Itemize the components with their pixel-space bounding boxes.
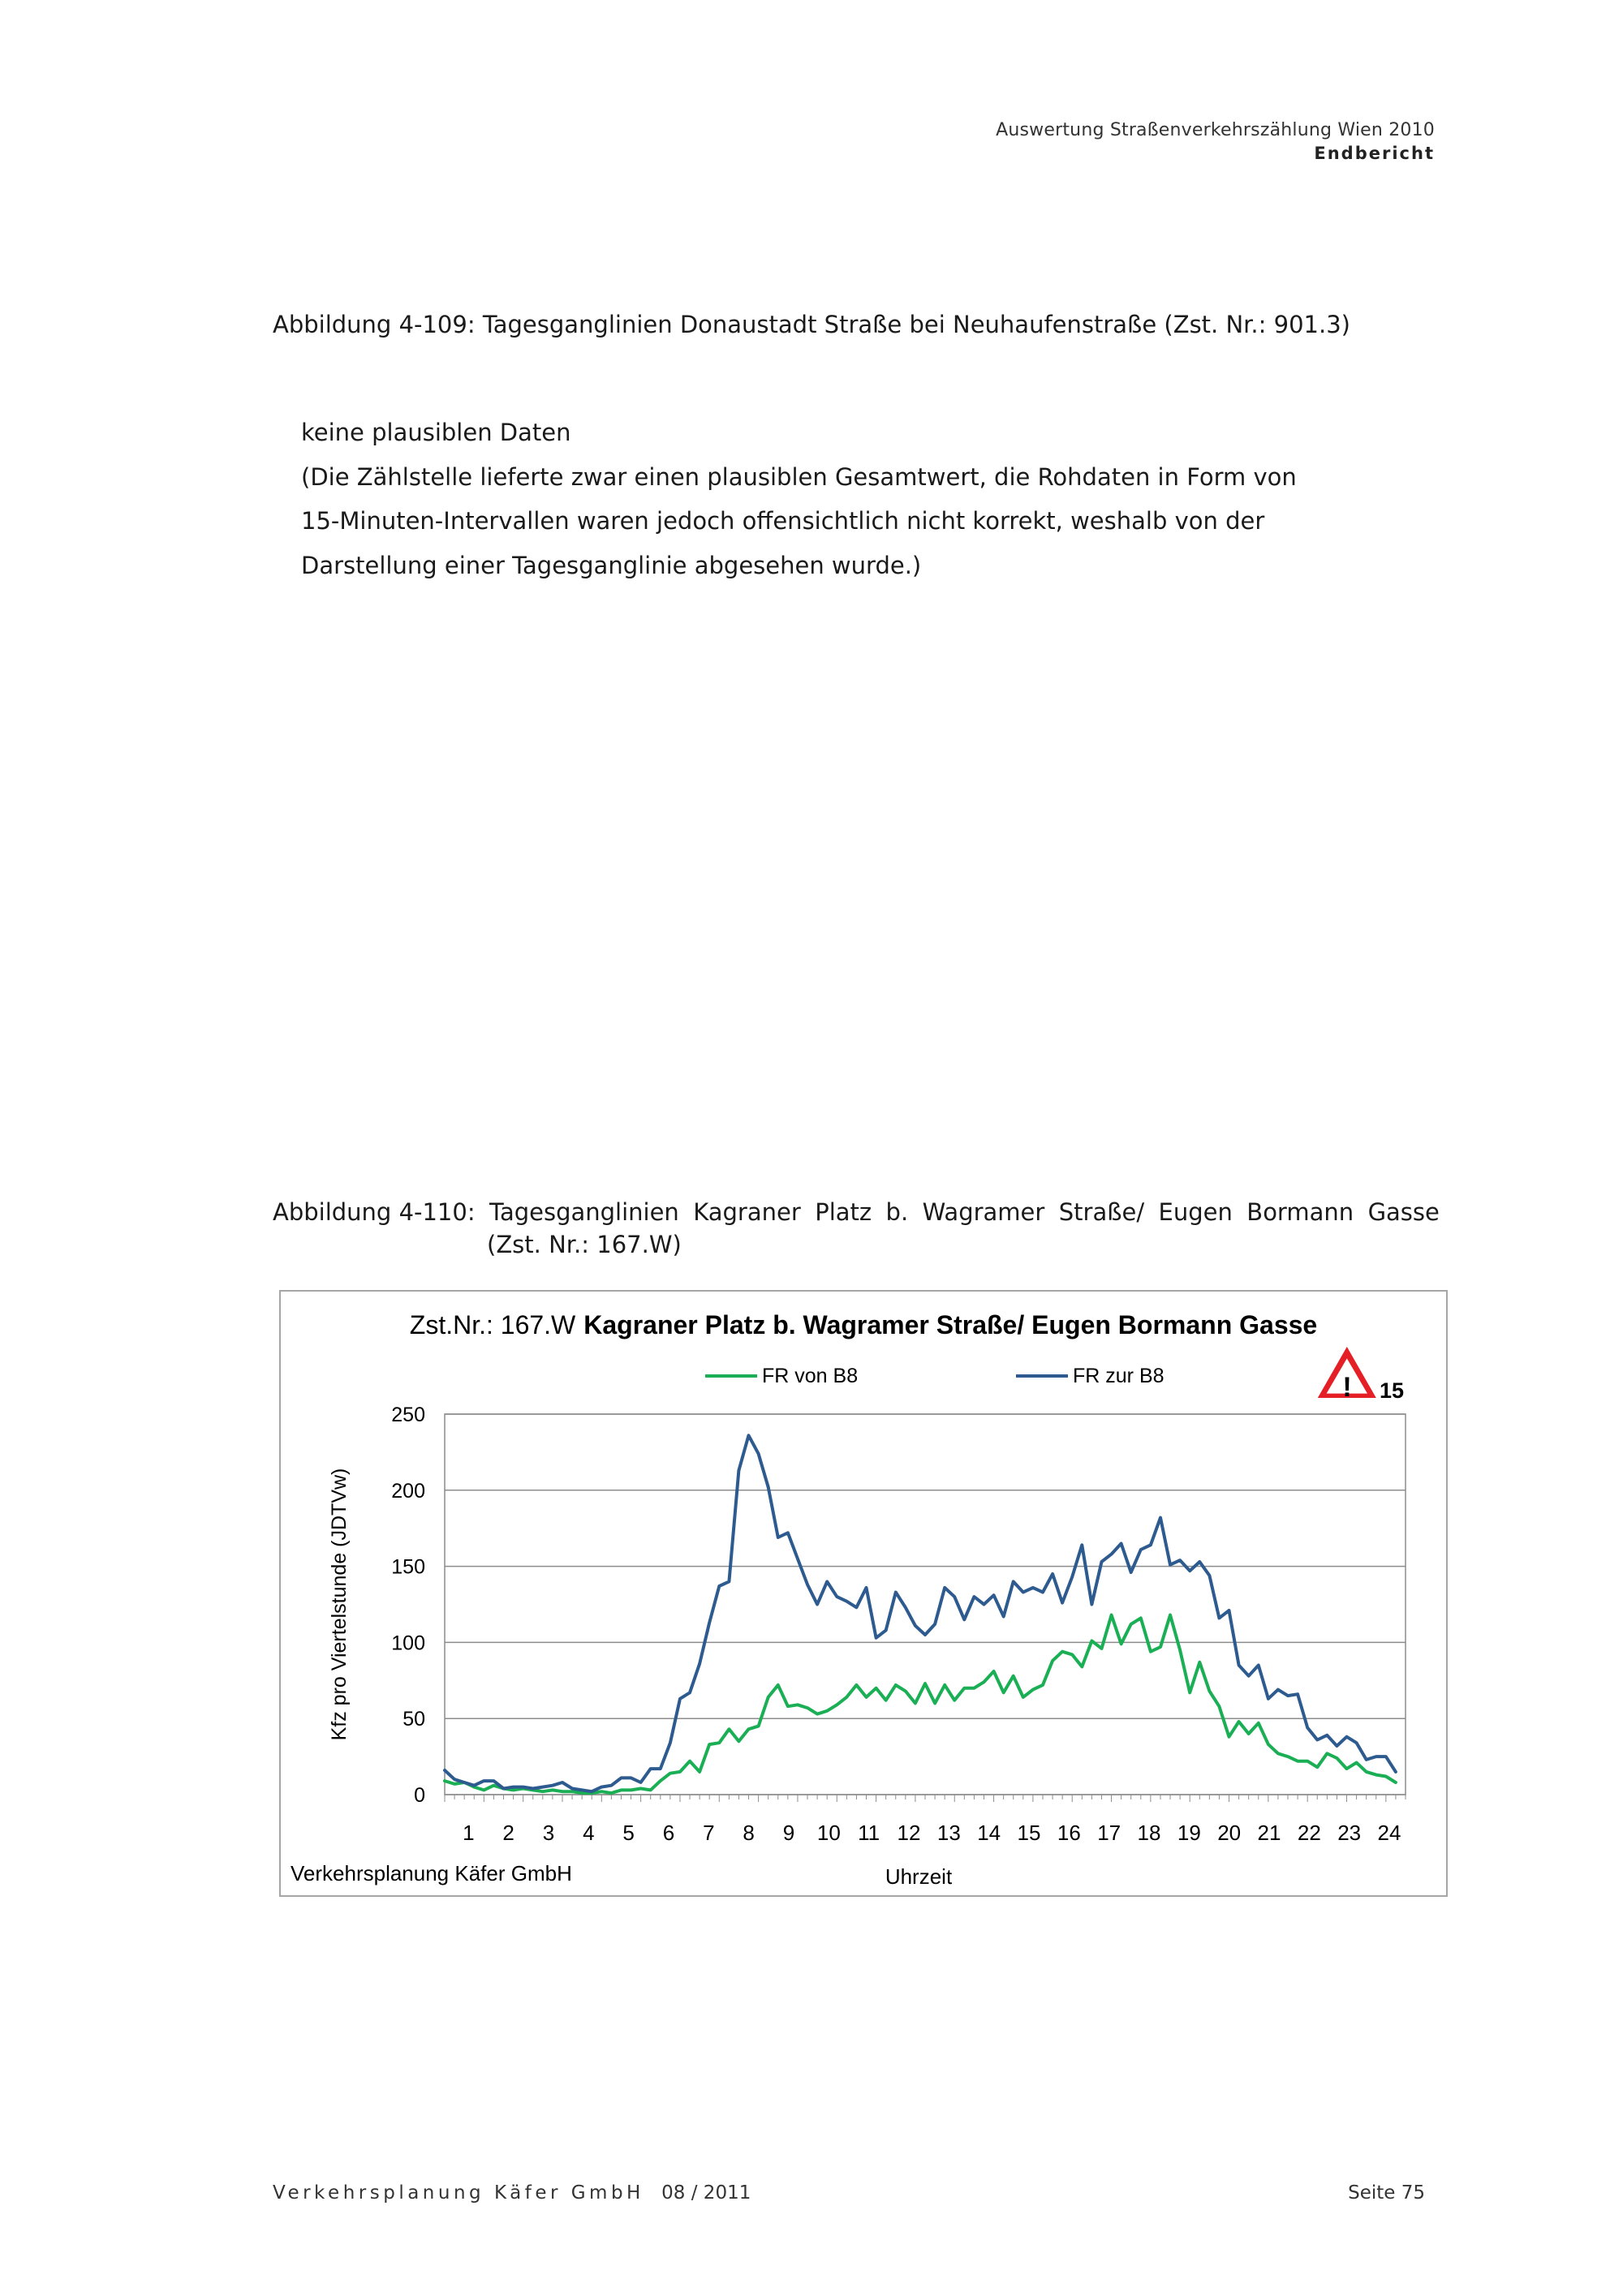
x-tick-label-24: 24 bbox=[1377, 1821, 1401, 1845]
x-tick-label-4: 4 bbox=[583, 1821, 595, 1845]
series-line-fr-von-b8 bbox=[445, 1615, 1396, 1794]
x-tick-label-7: 7 bbox=[703, 1821, 715, 1845]
figure-109-note bbox=[301, 411, 1297, 587]
y-axis-label: Kfz pro Viertelstunde (JDTVw) bbox=[328, 1468, 351, 1741]
x-tick-label-6: 6 bbox=[662, 1821, 675, 1845]
x-tick-label-16: 16 bbox=[1057, 1821, 1081, 1845]
x-tick-label-3: 3 bbox=[542, 1821, 555, 1845]
x-tick-label-5: 5 bbox=[622, 1821, 635, 1845]
header-title: Auswertung Straßenverkehrszählung Wien 2010 bbox=[996, 120, 1435, 140]
x-tick-label-1: 1 bbox=[463, 1821, 475, 1845]
chart-grid bbox=[445, 1414, 1406, 1795]
note-line: Darstellung einer Tagesganglinie abgesehen wurde.) bbox=[301, 551, 922, 579]
footer-page-number: Seite 75 bbox=[1348, 2182, 1425, 2204]
note-line: (Die Zählstelle lieferte zwar einen plausiblen Gesamtwert, die Rohdaten in Form von bbox=[301, 462, 1297, 491]
note-line: keine plausiblen Daten bbox=[301, 419, 571, 446]
y-tick-label: 150 bbox=[391, 1555, 425, 1579]
x-tick-label-21: 21 bbox=[1257, 1821, 1281, 1845]
x-axis-minor-ticks bbox=[445, 1795, 1406, 1802]
x-tick-label-8: 8 bbox=[743, 1821, 755, 1845]
caption-word: Gasse bbox=[1367, 1198, 1440, 1226]
x-tick-label-20: 20 bbox=[1217, 1821, 1242, 1845]
chart-title-bold: Kagraner Platz b. Wagramer Straße/ Eugen Bormann Gasse bbox=[583, 1310, 1318, 1339]
y-tick-label: 200 bbox=[391, 1479, 425, 1503]
figure-110-caption-line1 bbox=[273, 1198, 1440, 1226]
chart-source: Verkehrsplanung Käfer GmbH bbox=[291, 1861, 572, 1885]
caption-word: Bormann bbox=[1246, 1198, 1354, 1226]
footer-date: 08 / 2011 bbox=[661, 2182, 751, 2204]
traffic-line-chart bbox=[281, 1292, 1446, 1895]
x-tick-label-9: 9 bbox=[782, 1821, 795, 1845]
chart-legend bbox=[705, 1365, 1165, 1387]
series-line-fr-zur-b8 bbox=[445, 1435, 1396, 1791]
figure-110-label: Abbildung 4-110: bbox=[273, 1198, 476, 1226]
figure-110-caption-line2: (Zst. Nr.: 167.W) bbox=[487, 1231, 682, 1258]
chart-container bbox=[279, 1290, 1448, 1897]
figure-109-label: Abbildung 4-109: bbox=[273, 311, 476, 338]
page-footer bbox=[273, 2182, 1425, 2204]
caption-word: Eugen bbox=[1158, 1198, 1233, 1226]
x-tick-label-12: 12 bbox=[897, 1821, 921, 1845]
x-tick-label-15: 15 bbox=[1017, 1821, 1041, 1845]
warning-badge-number: 15 bbox=[1380, 1378, 1405, 1403]
caption-word: Wagramer bbox=[922, 1198, 1045, 1226]
x-tick-label-11: 11 bbox=[858, 1821, 880, 1845]
y-tick-label: 250 bbox=[391, 1404, 425, 1426]
figure-110-caption bbox=[273, 1198, 1440, 1258]
y-axis-ticks bbox=[391, 1404, 425, 1807]
figure-109-caption bbox=[273, 311, 1490, 338]
warning-badge bbox=[1318, 1347, 1404, 1403]
caption-word: b. bbox=[885, 1198, 909, 1226]
x-tick-label-23: 23 bbox=[1337, 1821, 1362, 1845]
x-tick-label-14: 14 bbox=[977, 1821, 1001, 1845]
x-tick-label-2: 2 bbox=[502, 1821, 514, 1845]
page-header bbox=[996, 120, 1435, 163]
chart-series bbox=[445, 1435, 1396, 1793]
x-tick-label-18: 18 bbox=[1137, 1821, 1161, 1845]
x-tick-label-17: 17 bbox=[1097, 1821, 1121, 1845]
x-axis-label: Uhrzeit bbox=[885, 1864, 953, 1889]
caption-word: Tagesganglinien bbox=[489, 1198, 679, 1226]
warning-exclamation-icon: ! bbox=[1342, 1372, 1352, 1403]
legend-label-fr-von-b8: FR von B8 bbox=[762, 1365, 859, 1387]
chart-title bbox=[410, 1310, 1317, 1339]
x-tick-label-13: 13 bbox=[936, 1821, 961, 1845]
x-tick-label-22: 22 bbox=[1297, 1821, 1321, 1845]
x-tick-label-19: 19 bbox=[1177, 1821, 1201, 1845]
plot-area-border bbox=[445, 1414, 1406, 1795]
y-tick-label: 0 bbox=[414, 1784, 425, 1807]
caption-word: Straße/ bbox=[1058, 1198, 1145, 1226]
caption-word: Platz bbox=[815, 1198, 872, 1226]
footer-company: Verkehrsplanung Käfer GmbH bbox=[273, 2182, 644, 2204]
y-tick-label: 50 bbox=[403, 1708, 425, 1731]
x-axis-tick-labels bbox=[463, 1821, 1401, 1845]
header-subtitle: Endbericht bbox=[1314, 144, 1435, 163]
legend-label-fr-zur-b8: FR zur B8 bbox=[1073, 1365, 1165, 1387]
y-tick-label: 100 bbox=[391, 1632, 425, 1655]
chart-title-prefix: Zst.Nr.: 167.W bbox=[409, 1310, 576, 1339]
caption-word: Kagraner bbox=[693, 1198, 801, 1226]
x-tick-label-10: 10 bbox=[816, 1821, 841, 1845]
note-line: 15-Minuten-Intervallen waren jedoch offensichtlich nicht korrekt, weshalb von der bbox=[301, 507, 1265, 535]
figure-109-title: Tagesganglinien Donaustadt Straße bei Neuhaufenstraße (Zst. Nr.: 901.3) bbox=[482, 311, 1350, 338]
